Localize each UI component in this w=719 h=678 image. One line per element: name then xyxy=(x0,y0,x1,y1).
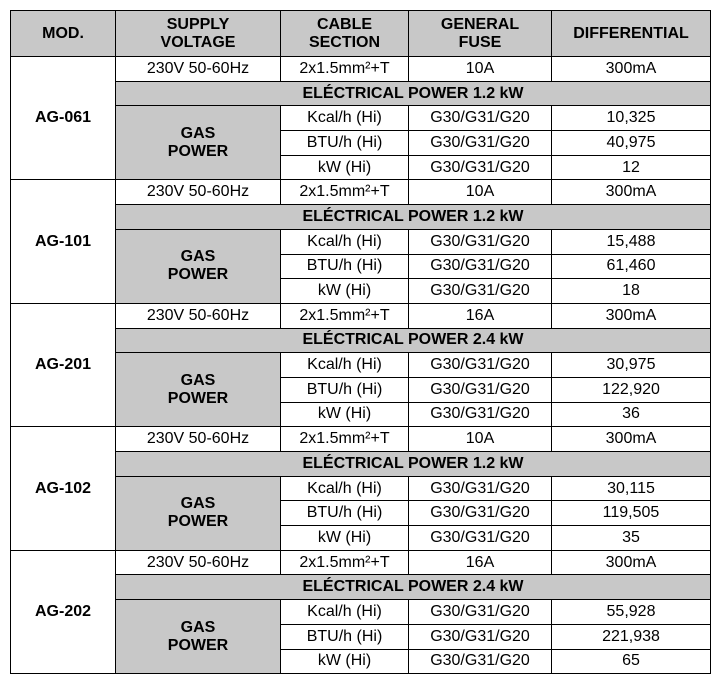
gas-power-label xyxy=(116,229,281,303)
gas-type: G30/G31/G20 xyxy=(409,377,552,402)
electrical-power-row xyxy=(11,575,711,600)
model-name: AG-061 xyxy=(11,57,116,180)
gas-type: G30/G31/G20 xyxy=(409,279,552,304)
model-name: AG-201 xyxy=(11,303,116,426)
gas-unit: Kcal/h (Hi) xyxy=(281,106,409,131)
supply-row xyxy=(11,427,711,452)
gas-type: G30/G31/G20 xyxy=(409,353,552,378)
supply-row xyxy=(11,303,711,328)
electrical-power-row xyxy=(11,328,711,353)
gas-value: 30,975 xyxy=(552,353,711,378)
supply-voltage-value: 230V 50-60Hz xyxy=(116,427,281,452)
supply-voltage-value: 230V 50-60Hz xyxy=(116,303,281,328)
gas-unit: kW (Hi) xyxy=(281,279,409,304)
gas-value: 40,975 xyxy=(552,131,711,156)
supply-voltage-value: 230V 50-60Hz xyxy=(116,57,281,82)
gas-value: 36 xyxy=(552,402,711,427)
gas-type: G30/G31/G20 xyxy=(409,526,552,551)
supply-row xyxy=(11,57,711,82)
differential-value: 300mA xyxy=(552,427,711,452)
supply-voltage-value: 230V 50-60Hz xyxy=(116,550,281,575)
electrical-power-row xyxy=(11,81,711,106)
gas-power-label-line-1: GAS xyxy=(180,248,216,266)
electrical-power-label: ELÉCTRICAL POWER 1.2 kW xyxy=(116,452,711,477)
header-differential: DIFFERENTIAL xyxy=(552,11,711,57)
general-fuse-value: 10A xyxy=(409,57,552,82)
gas-unit: kW (Hi) xyxy=(281,649,409,674)
gas-type: G30/G31/G20 xyxy=(409,229,552,254)
header-supply-voltage xyxy=(116,11,281,57)
model-name: AG-102 xyxy=(11,427,116,550)
gas-value: 10,325 xyxy=(552,106,711,131)
gas-value: 30,115 xyxy=(552,476,711,501)
general-fuse-value: 16A xyxy=(409,550,552,575)
gas-power-label-line-1: GAS xyxy=(180,495,216,513)
gas-power-row xyxy=(11,353,711,378)
header-cable-section xyxy=(281,11,409,57)
specifications-table xyxy=(10,10,711,674)
electrical-power-label: ELÉCTRICAL POWER 1.2 kW xyxy=(116,205,711,230)
gas-unit: BTU/h (Hi) xyxy=(281,624,409,649)
gas-unit: Kcal/h (Hi) xyxy=(281,229,409,254)
gas-power-label-line-2: POWER xyxy=(167,389,229,407)
gas-power-row xyxy=(11,476,711,501)
gas-power-label-line-1: GAS xyxy=(180,371,216,389)
gas-unit: Kcal/h (Hi) xyxy=(281,353,409,378)
gas-power-label xyxy=(116,353,281,427)
differential-value: 300mA xyxy=(552,303,711,328)
gas-unit: BTU/h (Hi) xyxy=(281,131,409,156)
gas-type: G30/G31/G20 xyxy=(409,476,552,501)
supply-voltage-value: 230V 50-60Hz xyxy=(116,180,281,205)
general-fuse-value: 10A xyxy=(409,427,552,452)
gas-power-row xyxy=(11,229,711,254)
header-cable-section-text: CABLE SECTION xyxy=(308,15,381,51)
table-body xyxy=(11,57,711,674)
gas-power-label-line-2: POWER xyxy=(167,513,229,531)
electrical-power-label: ELÉCTRICAL POWER 2.4 kW xyxy=(116,575,711,600)
gas-type: G30/G31/G20 xyxy=(409,254,552,279)
gas-value: 122,920 xyxy=(552,377,711,402)
gas-value: 15,488 xyxy=(552,229,711,254)
gas-value: 65 xyxy=(552,649,711,674)
general-fuse-value: 16A xyxy=(409,303,552,328)
gas-unit: BTU/h (Hi) xyxy=(281,254,409,279)
gas-value: 221,938 xyxy=(552,624,711,649)
gas-value: 55,928 xyxy=(552,600,711,625)
gas-type: G30/G31/G20 xyxy=(409,402,552,427)
spec-table-container xyxy=(10,10,711,674)
header-supply-voltage-text: SUPPLY VOLTAGE xyxy=(160,15,236,51)
cable-section-value: 2x1.5mm²+T xyxy=(281,427,409,452)
gas-type: G30/G31/G20 xyxy=(409,649,552,674)
header-general-fuse xyxy=(409,11,552,57)
header-general-fuse-text: GENERAL FUSE xyxy=(440,15,520,51)
electrical-power-row xyxy=(11,452,711,477)
gas-value: 12 xyxy=(552,155,711,180)
gas-power-label-line-1: GAS xyxy=(180,618,216,636)
gas-unit: kW (Hi) xyxy=(281,155,409,180)
gas-power-row xyxy=(11,106,711,131)
electrical-power-label: ELÉCTRICAL POWER 1.2 kW xyxy=(116,81,711,106)
header-row xyxy=(11,11,711,57)
gas-power-label-line-2: POWER xyxy=(167,142,229,160)
general-fuse-value: 10A xyxy=(409,180,552,205)
supply-row xyxy=(11,180,711,205)
model-name: AG-202 xyxy=(11,550,116,673)
cable-section-value: 2x1.5mm²+T xyxy=(281,180,409,205)
gas-type: G30/G31/G20 xyxy=(409,624,552,649)
gas-value: 18 xyxy=(552,279,711,304)
gas-unit: kW (Hi) xyxy=(281,402,409,427)
gas-unit: BTU/h (Hi) xyxy=(281,377,409,402)
gas-power-label xyxy=(116,600,281,674)
differential-value: 300mA xyxy=(552,57,711,82)
header-model: MOD. xyxy=(11,11,116,57)
gas-value: 35 xyxy=(552,526,711,551)
gas-power-row xyxy=(11,600,711,625)
gas-type: G30/G31/G20 xyxy=(409,155,552,180)
gas-power-label xyxy=(116,106,281,180)
gas-unit: Kcal/h (Hi) xyxy=(281,600,409,625)
gas-value: 61,460 xyxy=(552,254,711,279)
model-name: AG-101 xyxy=(11,180,116,303)
gas-unit: kW (Hi) xyxy=(281,526,409,551)
gas-power-label-line-2: POWER xyxy=(167,636,229,654)
gas-power-label-line-1: GAS xyxy=(180,124,216,142)
electrical-power-label: ELÉCTRICAL POWER 2.4 kW xyxy=(116,328,711,353)
gas-type: G30/G31/G20 xyxy=(409,600,552,625)
cable-section-value: 2x1.5mm²+T xyxy=(281,57,409,82)
gas-value: 119,505 xyxy=(552,501,711,526)
supply-row xyxy=(11,550,711,575)
gas-type: G30/G31/G20 xyxy=(409,106,552,131)
gas-type: G30/G31/G20 xyxy=(409,501,552,526)
differential-value: 300mA xyxy=(552,180,711,205)
gas-power-label xyxy=(116,476,281,550)
electrical-power-row xyxy=(11,205,711,230)
cable-section-value: 2x1.5mm²+T xyxy=(281,550,409,575)
cable-section-value: 2x1.5mm²+T xyxy=(281,303,409,328)
gas-unit: BTU/h (Hi) xyxy=(281,501,409,526)
gas-power-label-line-2: POWER xyxy=(167,266,229,284)
differential-value: 300mA xyxy=(552,550,711,575)
gas-unit: Kcal/h (Hi) xyxy=(281,476,409,501)
gas-type: G30/G31/G20 xyxy=(409,131,552,156)
